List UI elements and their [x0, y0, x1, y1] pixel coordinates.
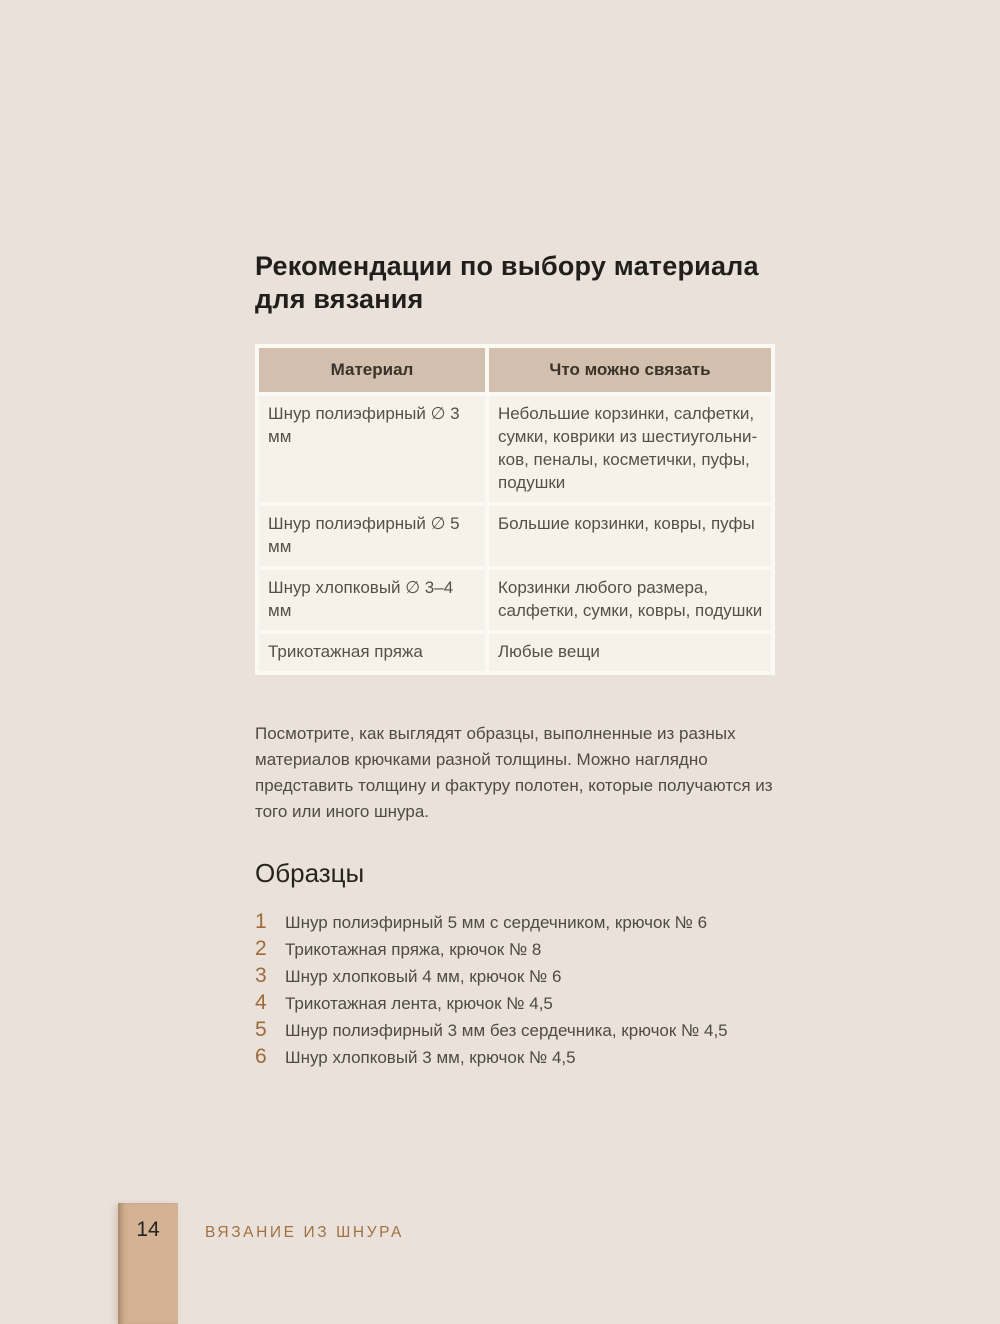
item-number: 4 — [255, 991, 267, 1014]
item-number: 1 — [255, 910, 267, 933]
page-title: Рекомендации по выбору материала для вязания — [255, 251, 759, 314]
material-cell: Шнур полиэфирный ∅ 3 мм — [259, 396, 485, 502]
table-row — [259, 506, 771, 566]
item-text: Шнур полиэфирный 3 мм без сердечника, крючок № 4,5 — [285, 1021, 728, 1040]
book-title: ВЯЗАНИЕ ИЗ ШНУРА — [205, 1224, 404, 1241]
material-cell: Шнур хлопковый ∅ 3–4 мм — [259, 570, 485, 630]
page-number-tab — [118, 1203, 178, 1324]
samples-heading: Образцы — [255, 858, 365, 888]
samples-list — [255, 909, 775, 1071]
material-cell: Трикотажная пряжа — [259, 634, 485, 671]
item-text: Шнур хлопковый 3 мм, крючок № 4,5 — [285, 1048, 576, 1067]
material-cell: Шнур полиэфирный ∅ 5 мм — [259, 506, 485, 566]
list-item — [255, 936, 775, 963]
list-item — [255, 990, 775, 1017]
item-number: 6 — [255, 1045, 267, 1068]
table-row — [259, 570, 771, 630]
table-row — [259, 634, 771, 671]
table-header-row — [259, 348, 771, 392]
item-text: Трикотажная пряжа, крючок № 8 — [285, 940, 542, 959]
table-header-use: Что можно связать — [489, 348, 771, 392]
use-cell: Большие корзинки, ковры, пуфы — [489, 506, 771, 566]
table-header-material: Материал — [259, 348, 485, 392]
intro-paragraph: Посмотрите, как выглядят образцы, выполненные из разных материалов крючками разной толщины. Можно наглядно представить толщину и фактуру полотен, которые получаются из того или иного шнура. — [255, 724, 773, 821]
item-number: 2 — [255, 937, 267, 960]
use-cell: Любые вещи — [489, 634, 771, 671]
item-number: 5 — [255, 1018, 267, 1041]
use-cell: Небольшие корзинки, салфетки, сумки, коврики из шестиугольников, пеналы, косметички, пуфы, подушки — [489, 396, 771, 502]
list-item — [255, 1017, 775, 1044]
item-text: Шнур хлопковый 4 мм, крючок № 6 — [285, 967, 562, 986]
item-number: 3 — [255, 964, 267, 987]
main-content — [255, 250, 775, 1071]
item-text: Шнур полиэфирный 5 мм с сердечником, крючок № 6 — [285, 913, 708, 932]
item-text: Трикотажная лента, крючок № 4,5 — [285, 994, 553, 1013]
table-row — [259, 396, 771, 502]
materials-table — [255, 344, 775, 675]
list-item — [255, 963, 775, 990]
page-number: 14 — [136, 1218, 160, 1241]
list-item — [255, 1044, 775, 1071]
use-cell: Корзинки любого размера, салфетки, сумки, ковры, подушки — [489, 570, 771, 630]
list-item — [255, 909, 775, 936]
